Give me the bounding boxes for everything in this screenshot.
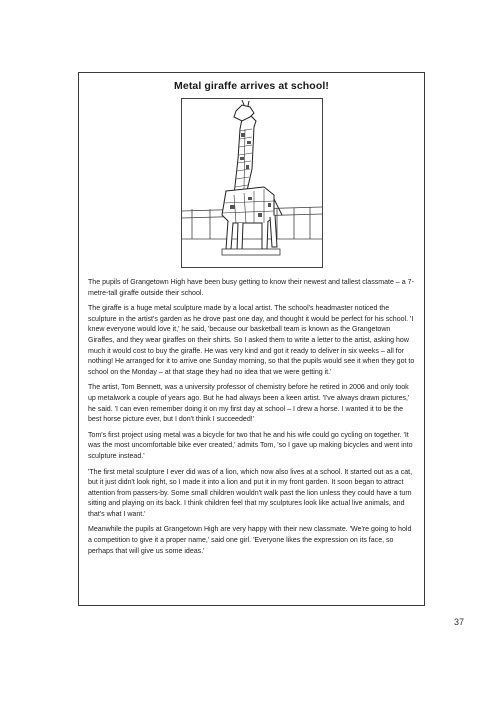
article-title: Metal giraffe arrives at school! <box>174 80 329 92</box>
page-number: 37 <box>454 617 465 627</box>
article-paragraph: 'The first metal sculpture I ever did was of a lion, which now also lives at a school. It started out as a cat, but it just didn't look right, so I made it into a lion and put it in my front garden. It soon began to attract attention from passers-by. Some small children wouldn't walk past the lion unless they could have a turn sitting and playing on its back. I think children feel that my sculptures look like actual live animals, and that's what I want.' <box>88 468 413 518</box>
article-box <box>78 72 425 606</box>
article-paragraph: The pupils of Grangetown High have been busy getting to know their newest and tallest classmate – a 7-metre-tall giraffe outside their school. <box>88 279 414 297</box>
article-paragraph: Tom's first project using metal was a bicycle for two that he and his wife could go cycling on together. 'It was the most uncomfortable bike ever created,' admits Tom, 'so I gave up making bicycles and went into sculpture instead.' <box>88 431 413 460</box>
article-paragraph: Meanwhile the pupils at Grangetown High are very happy with their new classmate. 'We're going to hold a competition to give it a proper name,' said one girl. 'Everyone likes the expression on its face, so perhaps that will give us some ideas.' <box>88 526 412 555</box>
giraffe-illustration <box>181 98 323 268</box>
article-paragraph: The artist, Tom Bennett, was a university professor of chemistry before he retired in 2006 and only took up metalwork a couple of years ago. But he had always been a keen artist. 'I've always drawn pictures,' he said. 'I can even remember doing it on my first day at school – I drew a horse. I wanted it to be the best horse picture ever, but I don't think I succeeded!' <box>88 384 410 424</box>
article-paragraph: The giraffe is a huge metal sculpture made by a local artist. The school's headmaster noticed the sculpture in the artist's garden as he drove past one day, and thought it would be perfect for his school. 'I knew everyone would love it,' he said, 'because our basketball team is known as the Grangetown Giraffes, and they wear giraffes on their shirts. So I asked them to write a letter to the artist, asking how much it would cost to buy the giraffe. He was very kind and got it ready to deliver in six weeks – all for nothing! He arranged for it to arrive one Sunday morning, so that the pupils would see it when they got to school on the Monday – at that stage they had no idea that we were getting it.' <box>88 305 415 376</box>
giraffe-drawing <box>182 99 322 267</box>
